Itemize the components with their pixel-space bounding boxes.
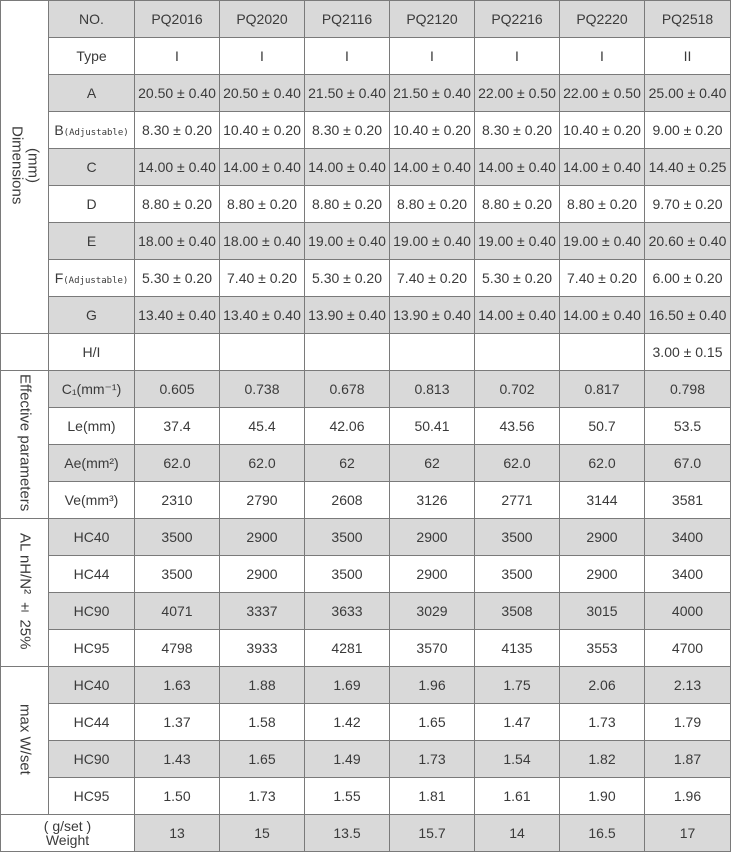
table-cell: 43.56: [475, 408, 560, 445]
power-category-cell: [1, 667, 49, 815]
table-cell: 2900: [220, 519, 305, 556]
table-cell: 19.00 ± 0.40: [475, 223, 560, 260]
table-cell: 18.00 ± 0.40: [220, 223, 305, 260]
table-cell: 1.75: [475, 667, 560, 704]
effective-category-cell: [1, 371, 49, 519]
table-cell: 3.00 ± 0.15: [645, 334, 731, 371]
table-row: [1, 260, 731, 297]
table-row: [1, 667, 731, 704]
table-cell: 5.30 ± 0.20: [475, 260, 560, 297]
row-label: C: [49, 149, 135, 186]
table-cell: 8.80 ± 0.20: [220, 186, 305, 223]
row-label: G: [49, 297, 135, 334]
table-cell: 2900: [390, 519, 475, 556]
table-cell: 3570: [390, 630, 475, 667]
table-cell: 22.00 ± 0.50: [475, 75, 560, 112]
table-cell: 1.88: [220, 667, 305, 704]
table-cell: 4700: [645, 630, 731, 667]
table-cell: 2.06: [560, 667, 645, 704]
table-cell: 62: [390, 445, 475, 482]
table-cell: 1.37: [135, 704, 220, 741]
table-cell: 3144: [560, 482, 645, 519]
table-cell: 1.50: [135, 778, 220, 815]
table-cell: 5.30 ± 0.20: [135, 260, 220, 297]
table-cell: 14.00 ± 0.40: [305, 149, 390, 186]
table-cell: 8.80 ± 0.20: [560, 186, 645, 223]
dimensions-category-cell-end: [1, 334, 49, 371]
table-cell: 7.40 ± 0.20: [560, 260, 645, 297]
table-cell: 2310: [135, 482, 220, 519]
table-cell: 3500: [135, 519, 220, 556]
al-category-cell: [1, 519, 49, 667]
table-cell: 1.90: [560, 778, 645, 815]
header-row: [1, 1, 731, 38]
table-cell: 14.00 ± 0.40: [475, 297, 560, 334]
table-cell: 8.30 ± 0.20: [475, 112, 560, 149]
row-label: A: [49, 75, 135, 112]
row-label: HC90: [49, 741, 135, 778]
table-cell: 3633: [305, 593, 390, 630]
table-row: [1, 112, 731, 149]
model-header: PQ2116: [305, 1, 390, 38]
table-cell: [390, 334, 475, 371]
table-row: [1, 371, 731, 408]
table-cell: 14.00 ± 0.40: [135, 149, 220, 186]
table-cell: I: [390, 38, 475, 75]
table-cell: 1.55: [305, 778, 390, 815]
table-cell: 10.40 ± 0.20: [220, 112, 305, 149]
power-category-label: max W/set: [16, 703, 34, 775]
table-cell: 1.49: [305, 741, 390, 778]
table-cell: 2900: [390, 556, 475, 593]
table-cell: 1.65: [220, 741, 305, 778]
table-cell: 50.41: [390, 408, 475, 445]
table-cell: 1.73: [560, 704, 645, 741]
effective-category-label: Effective parameters: [16, 374, 34, 512]
row-label: H/I: [49, 334, 135, 371]
table-cell: 7.40 ± 0.20: [390, 260, 475, 297]
table-cell: 62.0: [135, 445, 220, 482]
table-cell: 13.5: [305, 815, 390, 852]
table-row: [1, 186, 731, 223]
table-row: [1, 704, 731, 741]
table-cell: 19.00 ± 0.40: [560, 223, 645, 260]
table-cell: 0.813: [390, 371, 475, 408]
table-cell: 10.40 ± 0.20: [560, 112, 645, 149]
table-cell: 1.47: [475, 704, 560, 741]
model-header: PQ2120: [390, 1, 475, 38]
table-cell: 3508: [475, 593, 560, 630]
table-cell: 13.90 ± 0.40: [305, 297, 390, 334]
table-cell: 15.7: [390, 815, 475, 852]
table-cell: 19.00 ± 0.40: [305, 223, 390, 260]
table-cell: 14.00 ± 0.40: [475, 149, 560, 186]
table-cell: 3126: [390, 482, 475, 519]
table-cell: 2900: [560, 519, 645, 556]
table-cell: 15: [220, 815, 305, 852]
table-cell: 53.5: [645, 408, 731, 445]
table-cell: 3500: [475, 519, 560, 556]
table-cell: 13: [135, 815, 220, 852]
al-category-label: AL nH/N² ± 25%: [16, 532, 34, 650]
row-label: HC44: [49, 704, 135, 741]
table-row: [1, 556, 731, 593]
table-cell: 0.738: [220, 371, 305, 408]
table-cell: 2900: [560, 556, 645, 593]
table-cell: 21.50 ± 0.40: [390, 75, 475, 112]
table-cell: 3500: [475, 556, 560, 593]
table-cell: [220, 334, 305, 371]
dimensions-category-cell: [1, 1, 49, 334]
table-row: [1, 445, 731, 482]
table-row: [1, 75, 731, 112]
table-row: [1, 334, 731, 371]
table-cell: 3015: [560, 593, 645, 630]
table-cell: 1.73: [390, 741, 475, 778]
table-cell: 3400: [645, 519, 731, 556]
row-label: F(Adjustable): [49, 260, 135, 297]
table-cell: 2900: [220, 556, 305, 593]
table-cell: 1.58: [220, 704, 305, 741]
table-cell: 4798: [135, 630, 220, 667]
table-cell: 17: [645, 815, 731, 852]
table-row: [1, 741, 731, 778]
table-cell: 5.30 ± 0.20: [305, 260, 390, 297]
model-header: PQ2016: [135, 1, 220, 38]
table-cell: 2608: [305, 482, 390, 519]
table-row: [1, 593, 731, 630]
row-label: HC44: [49, 556, 135, 593]
table-cell: 0.702: [475, 371, 560, 408]
table-cell: 8.30 ± 0.20: [135, 112, 220, 149]
row-label: Ve(mm³): [49, 482, 135, 519]
table-cell: 20.50 ± 0.40: [135, 75, 220, 112]
table-cell: 9.00 ± 0.20: [645, 112, 731, 149]
table-row: [1, 223, 731, 260]
table-row: [1, 519, 731, 556]
model-header: PQ2220: [560, 1, 645, 38]
table-cell: 2790: [220, 482, 305, 519]
table-cell: 10.40 ± 0.20: [390, 112, 475, 149]
table-cell: [560, 334, 645, 371]
table-cell: 9.70 ± 0.20: [645, 186, 731, 223]
row-label: HC40: [49, 667, 135, 704]
table-cell: 3029: [390, 593, 475, 630]
table-cell: I: [135, 38, 220, 75]
table-cell: 2771: [475, 482, 560, 519]
table-cell: 0.605: [135, 371, 220, 408]
table-cell: 1.96: [645, 778, 731, 815]
table-cell: 1.79: [645, 704, 731, 741]
table-cell: 8.80 ± 0.20: [390, 186, 475, 223]
type-row: [1, 38, 731, 75]
table-cell: 2.13: [645, 667, 731, 704]
table-cell: 4000: [645, 593, 731, 630]
no-label: NO.: [49, 1, 135, 38]
table-cell: 18.00 ± 0.40: [135, 223, 220, 260]
table-cell: 16.5: [560, 815, 645, 852]
table-row: [1, 297, 731, 334]
table-cell: 1.96: [390, 667, 475, 704]
table-cell: 0.678: [305, 371, 390, 408]
model-header: PQ2020: [220, 1, 305, 38]
table-cell: 1.87: [645, 741, 731, 778]
table-cell: 50.7: [560, 408, 645, 445]
table-cell: 1.54: [475, 741, 560, 778]
table-cell: 8.80 ± 0.20: [305, 186, 390, 223]
table-cell: 4071: [135, 593, 220, 630]
table-cell: 4281: [305, 630, 390, 667]
table-cell: 1.63: [135, 667, 220, 704]
table-cell: 1.65: [390, 704, 475, 741]
row-label: B(Adjustable): [49, 112, 135, 149]
table-cell: 1.82: [560, 741, 645, 778]
table-cell: 45.4: [220, 408, 305, 445]
table-cell: 1.61: [475, 778, 560, 815]
weight-row: [1, 815, 731, 852]
table-cell: I: [475, 38, 560, 75]
table-cell: 3500: [305, 519, 390, 556]
row-label: HC95: [49, 778, 135, 815]
dimensions-category-label: (mm) Dimensions: [8, 126, 42, 205]
weight-unit: ( g/set ): [43, 818, 92, 834]
row-label: E: [49, 223, 135, 260]
table-cell: 20.60 ± 0.40: [645, 223, 731, 260]
table-cell: 8.80 ± 0.20: [135, 186, 220, 223]
table-cell: 13.40 ± 0.40: [220, 297, 305, 334]
table-cell: 62: [305, 445, 390, 482]
table-cell: 14.40 ± 0.25: [645, 149, 731, 186]
table-cell: [475, 334, 560, 371]
table-cell: 1.81: [390, 778, 475, 815]
table-cell: 37.4: [135, 408, 220, 445]
table-cell: 13.40 ± 0.40: [135, 297, 220, 334]
table-row: [1, 778, 731, 815]
table-cell: 62.0: [220, 445, 305, 482]
table-cell: 3337: [220, 593, 305, 630]
table-cell: [305, 334, 390, 371]
table-row: [1, 149, 731, 186]
table-cell: [135, 334, 220, 371]
table-cell: 0.817: [560, 371, 645, 408]
table-cell: 22.00 ± 0.50: [560, 75, 645, 112]
table-cell: 7.40 ± 0.20: [220, 260, 305, 297]
table-cell: 62.0: [475, 445, 560, 482]
row-label: D: [49, 186, 135, 223]
table-cell: 1.43: [135, 741, 220, 778]
table-cell: 6.00 ± 0.20: [645, 260, 731, 297]
table-cell: 16.50 ± 0.40: [645, 297, 731, 334]
table-cell: 62.0: [560, 445, 645, 482]
table-cell: I: [220, 38, 305, 75]
table-cell: 19.00 ± 0.40: [390, 223, 475, 260]
row-label: Le(mm): [49, 408, 135, 445]
model-header: PQ2518: [645, 1, 731, 38]
table-cell: 21.50 ± 0.40: [305, 75, 390, 112]
table-cell: 13.90 ± 0.40: [390, 297, 475, 334]
row-label: HC40: [49, 519, 135, 556]
table-cell: I: [560, 38, 645, 75]
table-cell: 3933: [220, 630, 305, 667]
table-cell: 1.69: [305, 667, 390, 704]
table-cell: 25.00 ± 0.40: [645, 75, 731, 112]
table-cell: II: [645, 38, 731, 75]
table-cell: 3500: [135, 556, 220, 593]
table-row: [1, 482, 731, 519]
table-cell: I: [305, 38, 390, 75]
row-label: HC95: [49, 630, 135, 667]
table-cell: 0.798: [645, 371, 731, 408]
table-cell: 3400: [645, 556, 731, 593]
table-cell: 14.00 ± 0.40: [560, 149, 645, 186]
row-label: C₁(mm⁻¹): [49, 371, 135, 408]
table-cell: 14.00 ± 0.40: [220, 149, 305, 186]
table-cell: 42.06: [305, 408, 390, 445]
weight-label: Weight: [45, 832, 90, 848]
table-cell: 14.00 ± 0.40: [560, 297, 645, 334]
table-cell: 67.0: [645, 445, 731, 482]
table-cell: 4135: [475, 630, 560, 667]
table-row: [1, 630, 731, 667]
model-header: PQ2216: [475, 1, 560, 38]
table-cell: 3553: [560, 630, 645, 667]
table-cell: 1.42: [305, 704, 390, 741]
table-cell: 14: [475, 815, 560, 852]
table-cell: 8.30 ± 0.20: [305, 112, 390, 149]
table-cell: 8.80 ± 0.20: [475, 186, 560, 223]
row-label: Ae(mm²): [49, 445, 135, 482]
table-cell: 20.50 ± 0.40: [220, 75, 305, 112]
weight-category-cell: [1, 815, 135, 852]
row-label: HC90: [49, 593, 135, 630]
table-cell: 3500: [305, 556, 390, 593]
table-row: [1, 408, 731, 445]
table-cell: 14.00 ± 0.40: [390, 149, 475, 186]
table-cell: 3581: [645, 482, 731, 519]
table-cell: 1.73: [220, 778, 305, 815]
row-label: Type: [49, 38, 135, 75]
